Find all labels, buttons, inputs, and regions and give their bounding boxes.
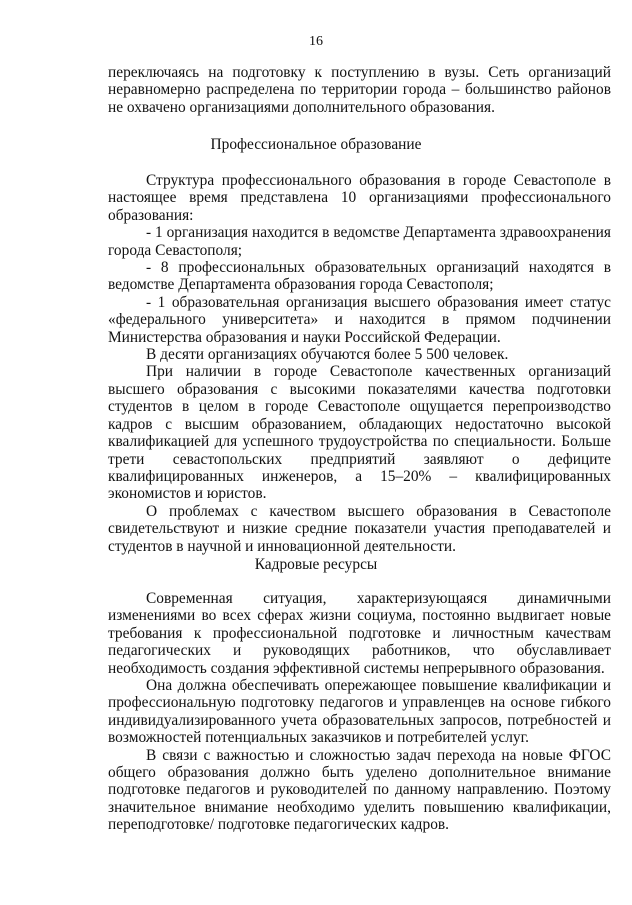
paragraph-fgos-transition: В связи с важностью и сложностью задач перехода на новые ФГОС общего образования должно быть уделено дополнительное внимание подготовке педагогов и руководителей по данному направлению. Поэтому значительное внимание необходимо уделить повышению квалификации, переподготовке/ подготовке педагогических кадров. — [108, 746, 611, 834]
paragraph-problems: О проблемах с качеством высшего образования в Севастополе свидетельствуют и низкие средние показатели участия преподавателей и студентов в научной и инновационной деятельности. — [108, 502, 611, 555]
list-item-education-department: - 8 профессиональных образовательных организаций находятся в ведомстве Департамента образования города Севастополя; — [108, 259, 611, 294]
paragraph-modern-situation: Современная ситуация, характеризующаяся динамичными изменениями во всех сферах жизни социума, постоянно выдвигает новые требования к профессиональной подготовке и личностным качествам педагогических и руководящих работников, что обуславливает необходимость создания эффективной системы непрерывного образования. — [108, 590, 611, 677]
paragraph-qualification-system: Она должна обеспечивать опережающее повышение квалификации и профессиональную подготовку педагогов и управленцев на основе гибкого индивидуализированного учета образовательных запросов, потребностей и возможностей потенциальных заказчиков и потребителей услуг. — [108, 677, 611, 747]
list-item-health-department: - 1 организация находится в ведомстве Департамента здравоохранения города Севастополя; — [108, 224, 611, 259]
paragraph-quality: При наличии в городе Севастополе качественных организаций высшего образования с высокими показателями качества подготовки студентов в целом в городе Севастополе ощущается перепроизводство кадров с высшим образованием, обладающих недостаточно высокой квалификацией для успешного трудоустройства по специальности. Больше трети севастопольских предприятий заявляют о дефиците квалифицированных инженеров, а 15–20% – квалифицированных экономистов и юристов. — [108, 363, 611, 503]
professional-education-block — [108, 172, 611, 555]
page-number: 16 — [309, 34, 323, 49]
paragraph-student-count: В десяти организациях обучаются более 5 500 человек. — [146, 346, 509, 364]
paragraph-structure: Структура профессионального образования в городе Севастополе в настоящее время представлена 10 организациями профессионального образования: — [108, 172, 611, 224]
list-item-federal-university: - 1 образовательная организация высшего образования имеет статус «федерального университета» и находится в прямом подчинении Министерства образования и науки Российской Федерации. — [108, 293, 611, 346]
personnel-resources-block — [108, 590, 611, 834]
intro-paragraph: переключаясь на подготовку к поступлению в вузы. Сеть организаций неравномерно распределена по территории города – большинство районов не охвачено организациями дополнительного образования. — [108, 64, 611, 116]
heading-professional-education: Профессиональное образование — [210, 136, 422, 153]
intro-block — [108, 64, 611, 116]
heading-personnel-resources: Кадровые ресурсы — [254, 556, 378, 573]
